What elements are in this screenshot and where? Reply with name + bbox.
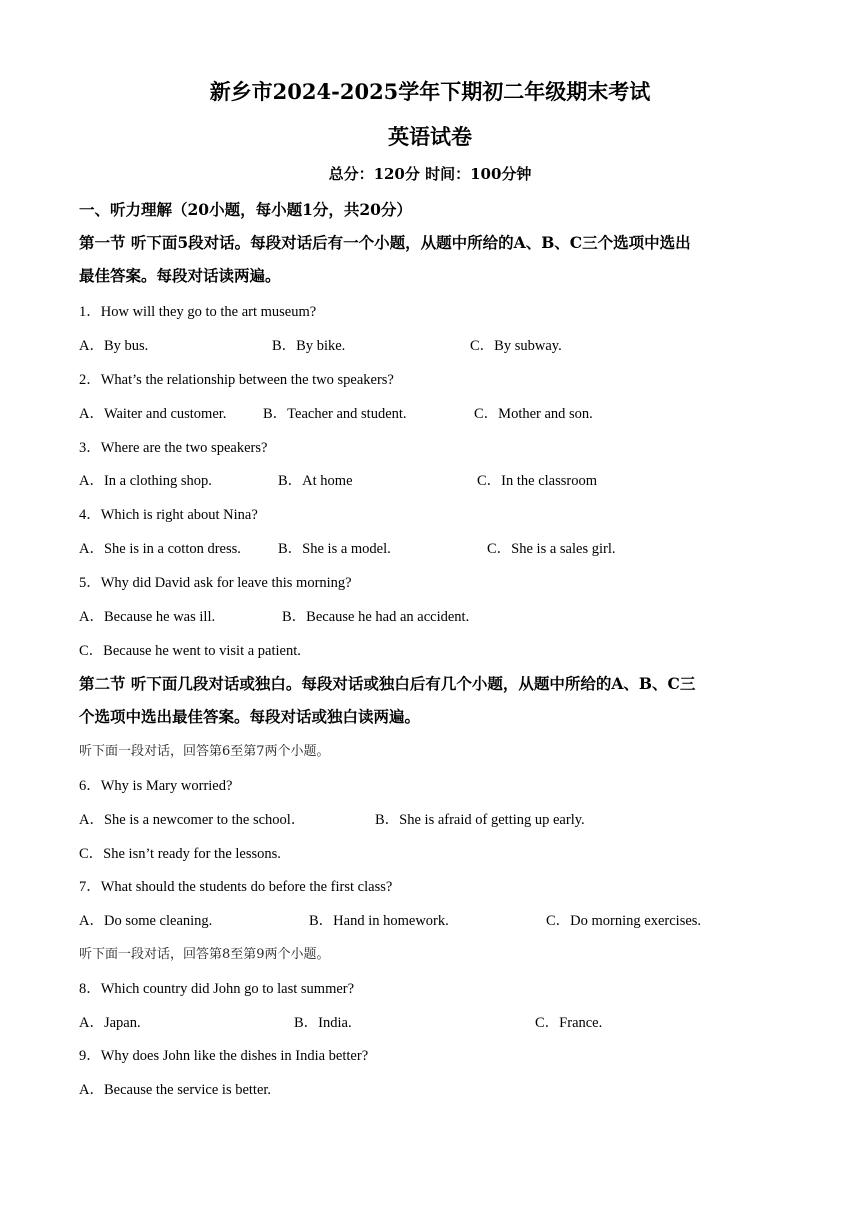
q4-option-b: B．She is a model. <box>278 541 391 557</box>
question-4: 4．Which is right about Nina? <box>79 507 258 523</box>
q8-option-c: C．France. <box>535 1015 603 1031</box>
q9-option-a: A．Because the service is better. <box>79 1082 272 1098</box>
q2-option-a: A．Waiter and customer. <box>79 406 227 422</box>
q2-option-c: C．Mother and son. <box>474 406 593 422</box>
exam-meta: 总分：120分 时间：100分钟 <box>328 165 532 183</box>
section2-instructions-line1: 第二节 听下面几段对话或独白。每段对话或独白后有几个小题，从题中所给的A、B、C三 <box>79 674 696 693</box>
q3-option-b: B．At home <box>278 473 353 489</box>
question-6: 6．Why is Mary worried? <box>79 778 233 794</box>
q8-option-a: A．Japan. <box>79 1015 141 1031</box>
q1-option-b: B．By bike. <box>272 338 346 354</box>
q4-option-c: C．She is a sales girl. <box>487 541 616 557</box>
question-5: 5．Why did David ask for leave this morning? <box>79 575 352 591</box>
q2-option-b: B．Teacher and student. <box>263 406 407 422</box>
q7-option-b: B．Hand in homework. <box>309 913 449 929</box>
section1-instructions-line2: 最佳答案。每段对话读两遍。 <box>79 266 281 285</box>
section1-instructions-line1: 第一节 听下面5段对话。每段对话后有一个小题，从题中所给的A、B、C三个选项中选出 <box>79 233 691 252</box>
question-1: 1．How will they go to the art museum? <box>79 304 317 320</box>
q3-option-c: C．In the classroom <box>477 473 598 489</box>
q4-option-a: A．She is in a cotton dress. <box>79 541 241 557</box>
q6-option-a: A．She is a newcomer to the school． <box>79 812 306 828</box>
q5-option-a: A．Because he was ill. <box>79 609 216 625</box>
question-7: 7．What should the students do before the first class? <box>79 879 393 895</box>
q6-option-c: C．She isn’t ready for the lessons. <box>79 846 281 862</box>
q5-option-b: B．Because he had an accident. <box>282 609 470 625</box>
question-9: 9．Why does John like the dishes in India better? <box>79 1048 369 1064</box>
q5-option-c: C．Because he went to visit a patient. <box>79 643 301 659</box>
note-q6-q7: 听下面一段对话，回答第6至第7两个小题。 <box>79 744 330 759</box>
note-q8-q9: 听下面一段对话，回答第8至第9两个小题。 <box>79 947 330 962</box>
q1-option-c: C．By subway. <box>470 338 562 354</box>
q6-option-b: B．She is afraid of getting up early. <box>375 812 585 828</box>
q8-option-b: B．India. <box>294 1015 352 1031</box>
section2-instructions-line2: 个选项中选出最佳答案。每段对话或独白读两遍。 <box>79 707 421 726</box>
part1-heading: 一、听力理解（20小题，每小题1分，共20分） <box>79 200 412 219</box>
question-8: 8．Which country did John go to last summer? <box>79 981 355 997</box>
q1-option-a: A．By bus. <box>79 338 149 354</box>
q7-option-a: A．Do some cleaning. <box>79 913 213 929</box>
q7-option-c: C．Do morning exercises. <box>546 913 702 929</box>
q3-option-a: A．In a clothing shop. <box>79 473 212 489</box>
exam-title: 新乡市2024-2025学年下期初二年级期末考试 <box>209 79 651 104</box>
question-2: 2．What’s the relationship between the two speakers? <box>79 372 394 388</box>
exam-subtitle: 英语试卷 <box>388 124 472 149</box>
question-3: 3．Where are the two speakers? <box>79 440 268 456</box>
